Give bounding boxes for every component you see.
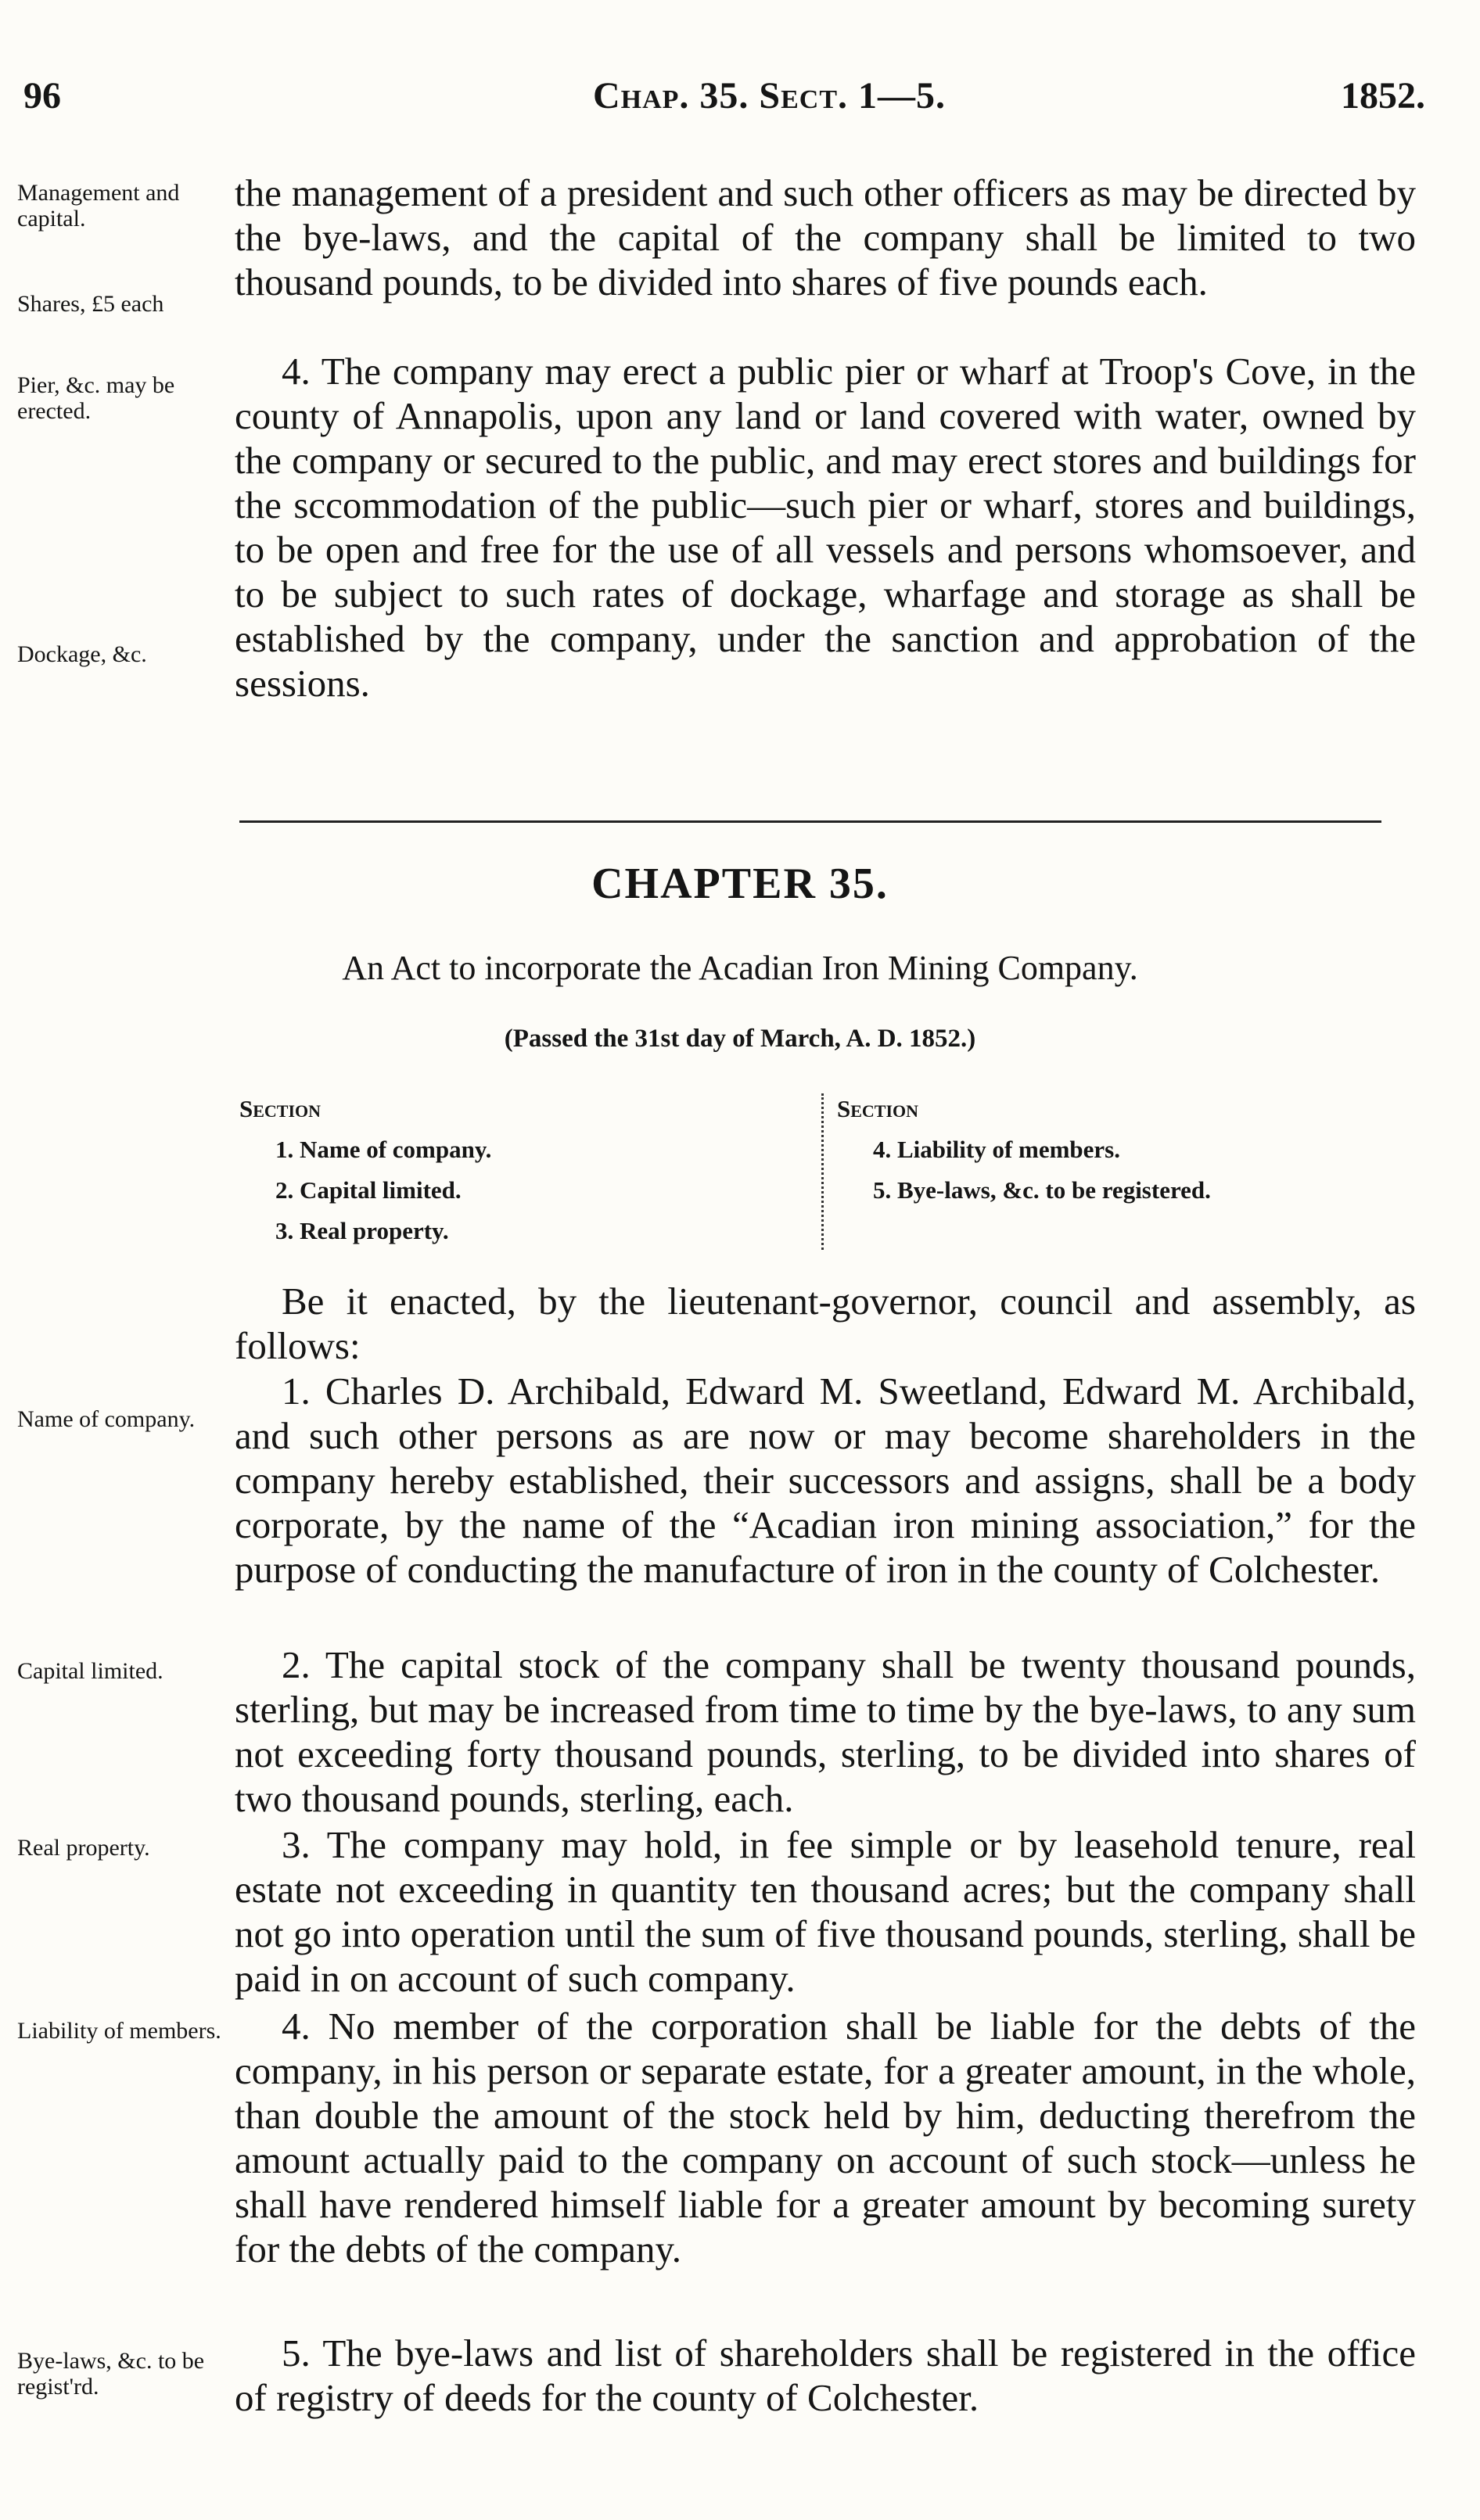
toc-item: 4. Liability of members. xyxy=(873,1136,1120,1163)
section-divider-rule xyxy=(239,820,1381,823)
chapter-title: CHAPTER 35. xyxy=(591,860,889,908)
section-3-text: 3. The company may hold, in fee simple or by leasehold tenure, real estate not exceeding in quantity ten thousand acres; but the company shall not go into operation until the sum of five thousand pounds, sterling, shall be paid in on account of such company. xyxy=(235,1823,1416,2000)
margin-note-dockage: Dockage, &c. xyxy=(17,641,147,667)
toc-left-column xyxy=(239,1089,803,1251)
margin-note-shares: Shares, £5 each xyxy=(17,291,164,317)
running-header xyxy=(23,74,1425,129)
act-title: An Act to incorporate the Acadian Iron Mining Company. xyxy=(342,949,1138,987)
margin-note-section-4: Liability of members. xyxy=(17,2018,221,2044)
toc-right-column xyxy=(837,1089,1400,1211)
margin-note-pier: Pier, &c. may be erected. xyxy=(17,372,175,424)
toc-divider xyxy=(821,1093,824,1250)
margin-note-management: Management and capital. xyxy=(17,180,180,232)
prior-paragraph-1: the management of a president and such other officers as may be directed by the bye-laws, and the capital of the company shall be limited to two thousand pounds, to be divided into shares of five pounds each. xyxy=(235,171,1416,303)
margin-note-section-2: Capital limited. xyxy=(17,1658,163,1684)
toc-item: 2. Capital limited. xyxy=(275,1176,462,1204)
margin-note-section-3: Real property. xyxy=(17,1835,150,1861)
section-1-text: 1. Charles D. Archibald, Edward M. Sweetland, Edward M. Archibald, and such other persons as are now or may become shareholders in the company hereby established, their successors and assigns, shall be a body corporate, by the name of the “Acadian iron mining association,” for the purpose of conducting the manufacture of iron in the county of Colchester. xyxy=(235,1369,1416,1591)
toc-item: 3. Real property. xyxy=(275,1217,449,1244)
section-5-text: 5. The bye-laws and list of shareholders shall be registered in the office of registry of deeds for the county of Colchester. xyxy=(235,2332,1416,2419)
toc-heading: Section xyxy=(239,1095,322,1122)
year-heading: 1852. xyxy=(1341,75,1425,117)
toc-item: 1. Name of company. xyxy=(275,1136,492,1163)
section-2-text: 2. The capital stock of the company shall be twenty thousand pounds, sterling, but may be increased from time to time by the bye-laws, to any sum not exceeding forty thousand pounds, sterling, to be divided into shares of two thousand pounds, sterling, each. xyxy=(235,1643,1416,1820)
passed-date: (Passed the 31st day of March, A. D. 1852.) xyxy=(504,1025,976,1053)
margin-note-section-5: Bye-laws, &c. to be regist'rd. xyxy=(17,2348,205,2400)
toc-item: 5. Bye-laws, &c. to be registered. xyxy=(873,1176,1211,1204)
margin-note-section-1: Name of company. xyxy=(17,1406,196,1432)
enacting-clause: Be it enacted, by the lieutenant-governor, council and assembly, as follows: xyxy=(235,1280,1416,1367)
toc-heading: Section xyxy=(837,1095,919,1122)
section-4-text: 4. No member of the corporation shall be liable for the debts of the company, in his person or separate estate, for a greater amount, in the whole, than double the amount of the stock held by him, deducting therefrom the amount actually paid to the company on account of such stock—unless he shall have rendered himself liable for a greater amount by becoming surety for the debts of the company. xyxy=(235,2005,1416,2271)
prior-paragraph-2: 4. The company may erect a public pier or wharf at Troop's Cove, in the county of Annapolis, upon any land or land covered with water, owned by the company or secured to the public, and may erect stores and buildings for the sccommodation of the public—such pier or wharf, stores and buildings, to be open and free for the use of all vessels and persons whomsoever, and to be subject to such rates of dockage, wharfage and storage as shall be established by the company, under the sanction and approbation of the sessions. xyxy=(235,350,1416,705)
page-number: 96 xyxy=(23,75,61,117)
chapter-section-heading: Chap. 35. Sect. 1—5. xyxy=(593,75,947,117)
